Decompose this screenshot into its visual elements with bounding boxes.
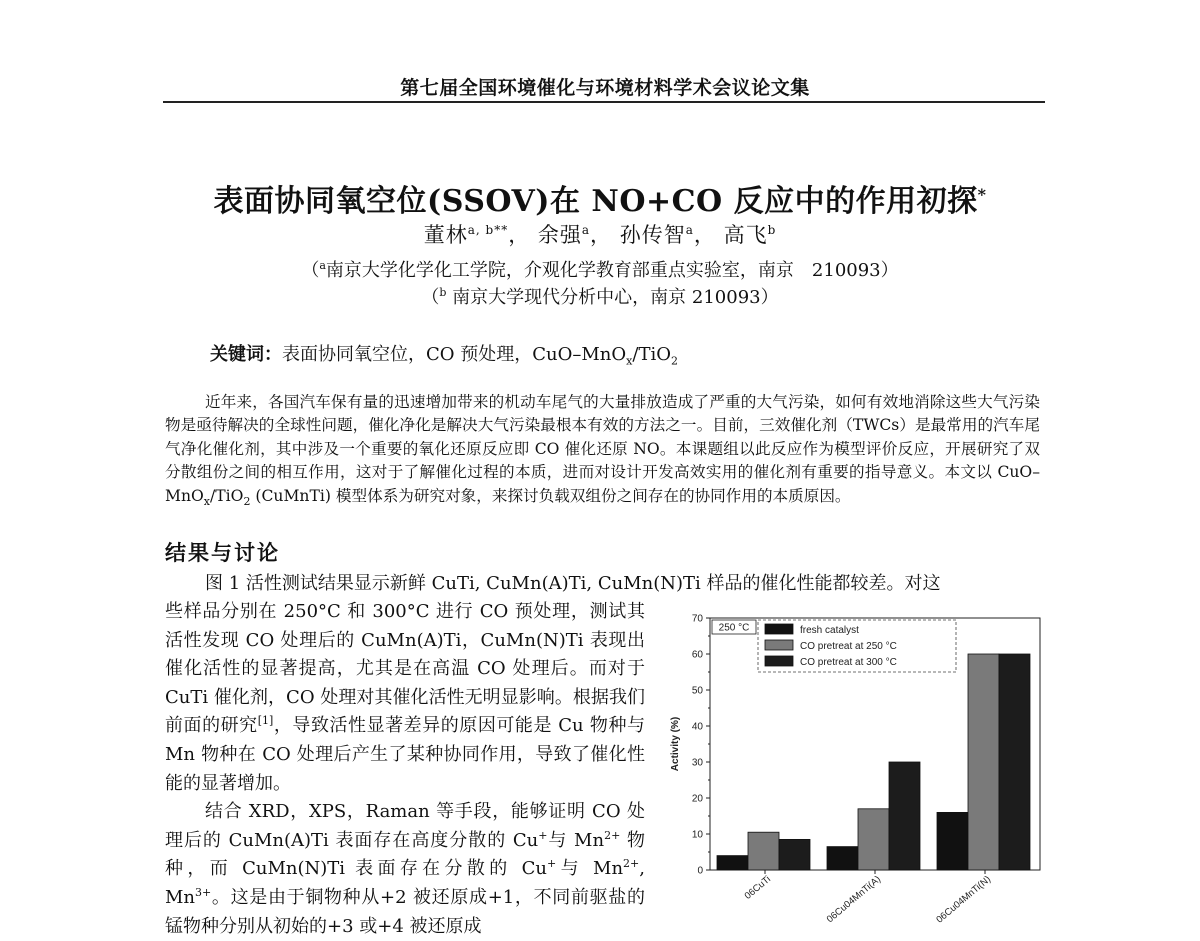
y-tick-label: 30 (691, 757, 703, 769)
bar-3-2 (889, 762, 920, 870)
body-text: ，导致活性显著差异的原因可能是 Cu 物种与 Mn 物种在 CO 处理后产生了某种协同作用，导致了催化性能的显著增加。 (165, 715, 645, 794)
left-column (165, 598, 645, 941)
header-rule (163, 101, 1045, 103)
keywords-tio: /TiO (632, 344, 671, 365)
author-separator: ， (590, 223, 613, 247)
bar-2-1 (748, 832, 779, 870)
abstract-subscript-2: 2 (243, 494, 251, 508)
body-text: 些样品分别在 250°C 和 300°C 进行 CO 预处理，测试其活性发现 CO 处理后的 CuMn(A)Ti，CuMn(N)Ti 表现出催化活性的显著提高，尤其是在高温 CO 处理后。而对于 CuTi 催化剂，CO 处理对其催化活性无明显影响。根据我们前面的研究 (165, 601, 645, 737)
charge-superscript: + (538, 828, 548, 842)
title-footnote-mark: * (977, 185, 987, 204)
abstract-text-mid: /TiO (210, 486, 244, 505)
body-text: 结合 XRD，XPS，Raman 等手段，能够证明 CO 处理后的 CuMn(A)Ti 表面存在高度分散的 Cu (165, 801, 645, 851)
legend-swatch (765, 640, 793, 650)
affiliation-mark: b (439, 286, 447, 299)
running-header: 第七届全国环境催化与环境材料学术会议论文集 (400, 77, 810, 99)
charge-superscript: 3+ (195, 885, 212, 899)
chart-annotation: 250 °C (718, 622, 750, 634)
bar-1-3 (937, 812, 968, 870)
affiliation-a: （$^a$南京大学化学化工学院，介观化学教育部重点实验室，南京 210093） (301, 259, 899, 281)
affiliation-text: 南京大学现代分析中心，南京 210093 (452, 287, 761, 308)
body-text: 与 Mn (556, 858, 624, 880)
y-tick-label: 10 (691, 829, 703, 841)
figure-1-bar-chart (660, 600, 1080, 940)
paragraph-1-continued (165, 598, 645, 798)
paper-title (120, 176, 1080, 220)
paragraph-1-first-line: 图 1 活性测试结果显示新鲜 CuTi, CuMn(A)Ti, CuMn(N)Ti 样品的催化性能都较差。对这 (205, 573, 941, 594)
bar-2-3 (968, 654, 999, 870)
author-affil-mark: b (767, 223, 777, 237)
keywords-label: 关键词： (210, 344, 282, 365)
author-name: 董林 (423, 223, 468, 247)
body-text: , Mn (165, 858, 645, 908)
legend-swatch (765, 656, 793, 666)
author-name: 高飞 (723, 223, 768, 247)
keywords-text: 表面协同氧空位，CO 预处理，CuO–MnO (282, 344, 627, 365)
author-list (120, 219, 1080, 249)
legend-swatch (765, 624, 793, 634)
author-separator: ， (508, 223, 531, 247)
title-text: 表面协同氧空位(SSOV)在 NO+CO 反应中的作用初探 (213, 184, 978, 219)
affiliation-mark: a (319, 259, 326, 272)
body-text: 物种，而 CuMn(N)Ti 表面存在分散的 Cu (165, 829, 645, 880)
legend-label: CO pretreat at 300 °C (800, 657, 897, 668)
x-tick-label: 06Cu04MnTi(N) (934, 873, 993, 926)
legend-label: fresh catalyst (800, 625, 859, 636)
bar-3-1 (779, 839, 810, 870)
charge-superscript: + (547, 857, 557, 871)
charge-superscript: 2+ (623, 857, 640, 871)
legend-label: CO pretreat at 250 °C (800, 641, 897, 652)
bar-chart (660, 600, 1080, 940)
bar-1-2 (827, 847, 858, 870)
bar-3-3 (999, 654, 1030, 870)
affiliation-b: （$^b$ 南京大学现代分析中心，南京 210093） (421, 286, 779, 308)
section-heading: 结果与讨论 (165, 541, 280, 565)
abstract-subscript-x: x (203, 494, 211, 508)
citation-ref: [1] (257, 714, 274, 728)
y-tick-label: 60 (691, 649, 703, 661)
paragraph-2 (165, 798, 645, 941)
body-text: 与 Mn (547, 829, 605, 851)
author-affil-mark: a (685, 223, 694, 237)
author-name: 余强 (537, 223, 582, 247)
bar-2-2 (858, 809, 889, 870)
y-tick-label: 0 (697, 865, 703, 877)
x-tick-label: 06CuTi (742, 873, 773, 902)
abstract-text: 近年来，各国汽车保有量的迅速增加带来的机动车尾气的大量排放造成了严重的大气污染，如何有效地消除这些大气污染物是亟待解决的全球性问题，催化净化是解决大气污染最根本有效的方法之一。目前，三效催化剂（TWCs）是最常用的汽车尾气净化催化剂，其中涉及一个重要的氧化还原反应即 CO 催化还原 NO。本课题组以此反应作为模型评价反应，开展研究了双分散组份之间的相互作用，这对于了解催化过程的本质，进而对设计开发高效实用的催化剂有重要的指导意义。本文以 CuO–MnO (165, 393, 1040, 505)
x-tick-label: 06Cu04MnTi(A) (824, 873, 883, 926)
author-separator: ， (693, 223, 716, 247)
charge-superscript: 2+ (604, 828, 621, 842)
y-axis-label: Activity (%) (670, 716, 681, 772)
bar-1-1 (717, 856, 748, 870)
affiliation-text: 南京大学化学化工学院，介观化学教育部重点实验室，南京 210093 (325, 260, 881, 281)
y-tick-label: 40 (691, 721, 703, 733)
keywords-subscript-2: 2 (670, 354, 678, 368)
keywords-subscript-x: x (626, 354, 633, 368)
y-tick-label: 50 (691, 685, 703, 697)
y-tick-label: 70 (691, 613, 703, 625)
body-text: 。这是由于铜物种从+2 被还原成+1，不同前驱盐的锰物种分别从初始的+3 或+4 被还原成 (165, 886, 645, 937)
keywords (210, 340, 1070, 366)
author-name: 孙传智 (619, 223, 686, 247)
author-affil-mark: a, b** (467, 223, 509, 237)
y-tick-label: 20 (691, 793, 703, 805)
abstract-paragraph (165, 391, 1040, 508)
author-affil-mark: a (581, 223, 591, 237)
abstract-text-end: (CuMnTi) 模型体系为研究对象，来探讨负载双组份之间存在的协同作用的本质原因。 (250, 486, 851, 505)
